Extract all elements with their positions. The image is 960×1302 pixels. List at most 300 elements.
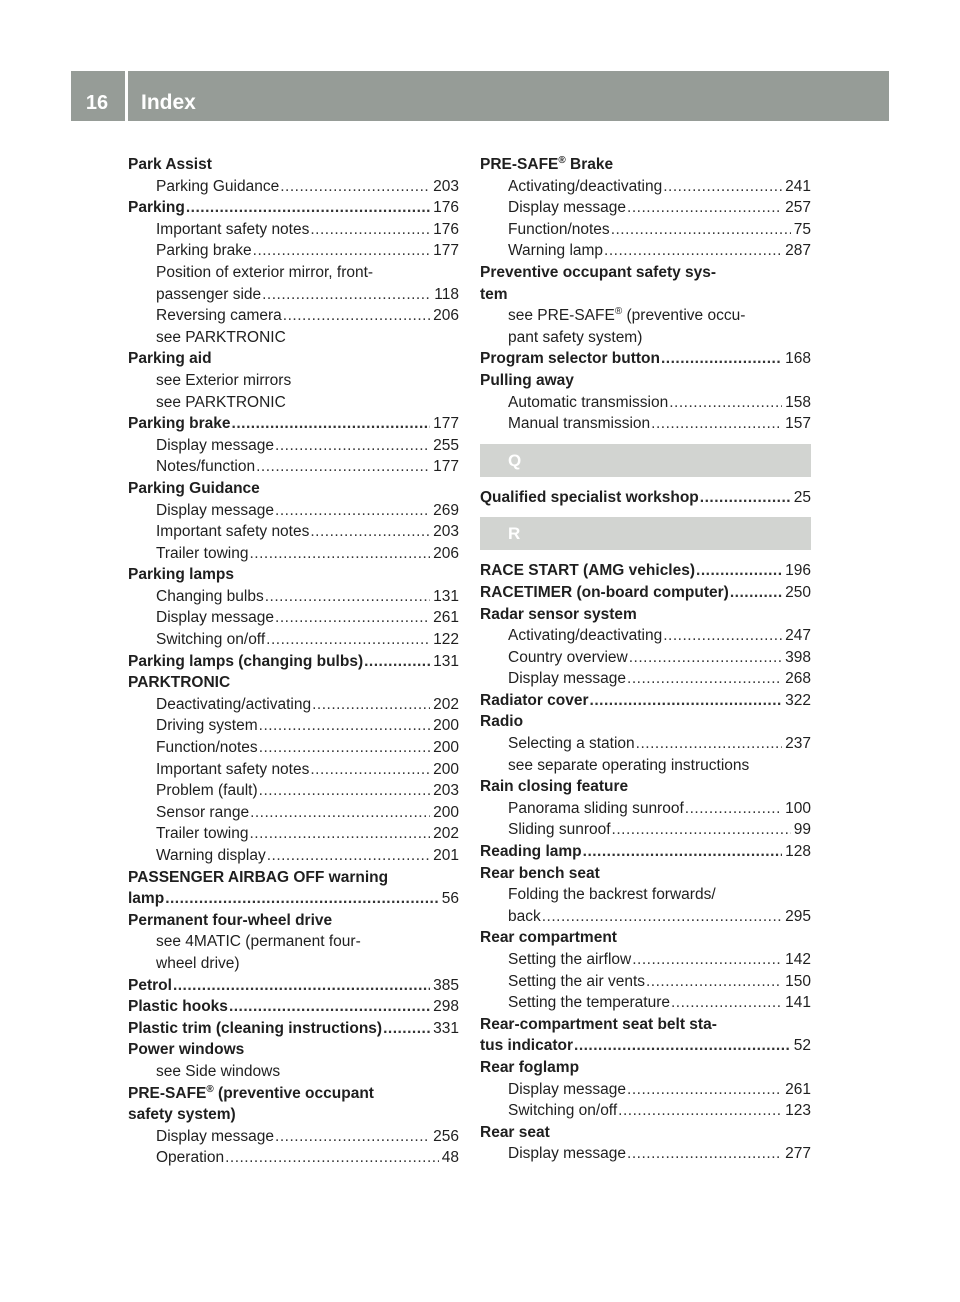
entry-label — [508, 1079, 626, 1101]
entry-label — [156, 1126, 274, 1148]
entry-label — [156, 284, 261, 306]
index-entry — [128, 975, 459, 997]
index-subentry — [128, 262, 459, 284]
page-reference: 322 — [785, 691, 811, 709]
entry-label — [128, 350, 212, 367]
dot-leader — [275, 607, 430, 629]
entry-label — [156, 240, 252, 262]
page-reference: 200 — [433, 717, 459, 735]
entry-label — [156, 845, 266, 867]
index-entry — [128, 1104, 459, 1126]
dot-leader — [627, 197, 782, 219]
page-reference: 331 — [433, 1019, 459, 1037]
entry-label — [480, 865, 600, 882]
index-subentry — [128, 176, 459, 198]
entry-label — [128, 674, 230, 691]
index-entry — [480, 370, 811, 392]
page-reference: 385 — [433, 976, 459, 994]
index-subentry — [128, 284, 459, 306]
index-entry — [128, 197, 459, 219]
page-reference: 277 — [785, 1145, 811, 1163]
dot-leader — [663, 176, 782, 198]
entry-text: Power windows — [128, 1041, 245, 1059]
entry-text: see PARKTRONIC — [156, 393, 286, 411]
page-reference: 177 — [433, 458, 459, 476]
entry-label — [156, 500, 274, 522]
dot-leader — [632, 949, 782, 971]
page-reference: 150 — [785, 972, 811, 990]
page-reference: 142 — [785, 951, 811, 968]
entry-label — [480, 348, 660, 370]
index-entry — [480, 1035, 811, 1057]
index-subentry — [128, 715, 459, 737]
entry-label — [480, 372, 574, 389]
entry-text: Rear-compartment seat belt sta- — [480, 1015, 717, 1033]
entry-label — [128, 566, 234, 583]
index-column-right — [480, 154, 811, 1165]
index-entry — [128, 996, 459, 1018]
dot-leader — [275, 435, 430, 457]
entry-text: Qualified specialist workshop — [480, 488, 699, 506]
index-subentry — [128, 305, 459, 327]
entry-label — [508, 625, 662, 647]
dot-leader — [604, 240, 782, 262]
entry-text: Country overview — [508, 648, 628, 666]
dot-leader — [627, 1143, 782, 1165]
index-subentry — [480, 971, 811, 993]
entry-label — [156, 435, 274, 457]
entry-label — [508, 329, 642, 346]
entry-label — [156, 219, 309, 241]
dot-leader — [700, 487, 791, 509]
page-number: 16 — [85, 92, 109, 114]
index-subentry — [480, 949, 811, 971]
entry-text: Parking aid — [128, 350, 212, 368]
entry-text: Radiator cover — [480, 691, 589, 709]
index-entry — [128, 910, 459, 932]
entry-text: tus indicator — [480, 1037, 574, 1055]
entry-text: Rear bench seat — [480, 864, 600, 882]
index-subentry — [480, 1079, 811, 1101]
entry-text: Preventive occupant safety sys- — [480, 263, 717, 281]
entry-text: Display message — [156, 1127, 275, 1145]
dot-leader — [696, 560, 782, 582]
page-reference: 202 — [433, 695, 459, 713]
page-reference: 131 — [433, 652, 459, 670]
page-reference: 200 — [433, 739, 459, 757]
index-subentry — [480, 1100, 811, 1122]
index-subentry — [480, 647, 811, 669]
index-entry — [480, 487, 811, 509]
page-reference: 203 — [433, 177, 459, 195]
index-subentry — [128, 1061, 459, 1083]
entry-label — [508, 1100, 617, 1122]
entry-label — [156, 586, 264, 608]
entry-label — [508, 949, 631, 971]
index-entry — [128, 154, 459, 176]
page-reference: 247 — [785, 627, 811, 645]
dot-leader — [253, 240, 430, 262]
page-reference: 75 — [793, 220, 811, 238]
entry-label — [128, 1018, 382, 1040]
entry-label — [156, 715, 258, 737]
index-subentry — [480, 625, 811, 647]
dot-leader — [618, 1100, 782, 1122]
entry-label — [156, 264, 373, 281]
entry-text: Parking brake — [156, 242, 252, 260]
entry-text-continued: (preventive occupant — [213, 1084, 374, 1102]
index-subentry — [128, 953, 459, 975]
dot-leader — [310, 759, 430, 781]
entry-text: Rear seat — [480, 1123, 550, 1141]
dot-leader — [225, 1147, 439, 1169]
entry-text: Activating/deactivating — [508, 177, 663, 195]
index-subentry — [480, 392, 811, 414]
page-reference: 177 — [433, 415, 459, 433]
dot-leader — [275, 500, 430, 522]
entry-label — [508, 176, 662, 198]
index-entry — [128, 1083, 459, 1105]
page-reference: 261 — [433, 609, 459, 627]
index-entry — [128, 564, 459, 586]
dot-leader — [256, 456, 430, 478]
entry-label — [480, 560, 695, 582]
page-reference: 268 — [785, 670, 811, 688]
dot-leader — [730, 582, 782, 604]
page-reference: 168 — [785, 350, 811, 368]
entry-text: Display message — [508, 670, 627, 688]
entry-text: RACE START (AMG vehicles) — [480, 562, 696, 580]
entry-text: Setting the temperature — [508, 994, 670, 1012]
entry-label — [156, 629, 265, 651]
index-entry — [480, 154, 811, 176]
page-reference: 25 — [793, 488, 811, 506]
dot-leader — [259, 737, 430, 759]
page-reference: 48 — [441, 1149, 459, 1167]
entry-text: safety system) — [128, 1106, 236, 1124]
page-reference: 200 — [433, 760, 459, 778]
entry-text: Important safety notes — [156, 523, 310, 541]
entry-text: back — [508, 907, 541, 925]
entry-text: see PARKTRONIC — [156, 328, 286, 346]
index-subentry — [480, 1143, 811, 1165]
index-subentry — [128, 1147, 459, 1169]
index-subentry — [128, 845, 459, 867]
page-reference: 200 — [433, 803, 459, 821]
entry-label — [508, 906, 541, 928]
entry-text: Driving system — [156, 717, 258, 735]
dot-leader — [669, 392, 782, 414]
entry-text: Important safety notes — [156, 760, 310, 778]
entry-text: Deactivating/activating — [156, 695, 312, 713]
entry-text: Parking Guidance — [156, 177, 280, 195]
entry-label — [480, 264, 716, 281]
dot-leader — [611, 219, 791, 241]
entry-label — [156, 933, 361, 950]
entry-text: Automatic transmission — [508, 393, 669, 411]
page-reference: 128 — [785, 843, 811, 861]
entry-text: wheel drive) — [156, 954, 240, 972]
entry-text: Display message — [508, 1080, 627, 1098]
index-entry — [128, 413, 459, 435]
entry-label — [128, 975, 172, 997]
entry-label — [480, 487, 699, 509]
dot-leader — [267, 845, 430, 867]
index-entry — [128, 478, 459, 500]
page-reference: 122 — [433, 631, 459, 649]
index-subentry — [480, 413, 811, 435]
entry-text: Radar sensor system — [480, 605, 637, 623]
dot-leader — [364, 651, 430, 673]
dot-leader — [250, 802, 430, 824]
entry-text: Panorama sliding sunroof — [508, 799, 684, 817]
index-subentry — [480, 240, 811, 262]
dot-leader — [275, 1126, 430, 1148]
index-entry — [480, 582, 811, 604]
entry-text: see 4MATIC (permanent four- — [156, 933, 361, 951]
entry-text: see Side windows — [156, 1062, 281, 1080]
entry-text: Warning lamp — [508, 242, 604, 260]
entry-label — [508, 392, 668, 414]
index-subentry — [128, 392, 459, 414]
entry-label — [508, 413, 650, 435]
entry-text: Notes/function — [156, 458, 256, 476]
entry-label — [128, 1106, 236, 1123]
dot-leader — [266, 629, 430, 651]
entry-text: Parking lamps — [128, 566, 234, 584]
index-subentry — [128, 607, 459, 629]
entry-label — [156, 543, 248, 565]
index-subentry — [480, 755, 811, 777]
entry-label — [156, 694, 311, 716]
index-entry — [128, 888, 459, 910]
page-reference: 287 — [785, 242, 811, 260]
entry-text: Selecting a station — [508, 735, 635, 753]
entry-label — [156, 955, 240, 972]
entry-label — [480, 1035, 573, 1057]
entry-label — [128, 651, 363, 673]
index-entry — [480, 841, 811, 863]
dot-leader — [590, 690, 783, 712]
index-entry — [128, 348, 459, 370]
entry-label — [128, 413, 231, 435]
page-reference: 176 — [433, 199, 459, 217]
entry-label — [156, 1147, 224, 1169]
entry-text: Activating/deactivating — [508, 627, 663, 645]
page-reference: 203 — [433, 782, 459, 800]
index-subentry — [128, 737, 459, 759]
entry-text: see Exterior mirrors — [156, 371, 292, 389]
page-reference: 255 — [433, 436, 459, 454]
dot-leader — [259, 780, 430, 802]
index-subentry — [128, 629, 459, 651]
entry-text: Rain closing feature — [480, 778, 629, 796]
dot-leader — [310, 219, 430, 241]
entry-label — [480, 582, 729, 604]
dot-leader — [280, 176, 430, 198]
dot-leader — [383, 1018, 430, 1040]
entry-label — [128, 197, 185, 219]
page-reference: 206 — [433, 307, 459, 325]
index-column-left — [128, 154, 459, 1169]
index-subentry — [128, 931, 459, 953]
entry-text: Function/notes — [508, 220, 610, 238]
entry-text: pant safety system) — [508, 328, 643, 346]
index-entry — [480, 1057, 811, 1079]
entry-text: Operation — [156, 1149, 225, 1167]
entry-label — [156, 456, 255, 478]
dot-leader — [629, 647, 782, 669]
entry-label — [156, 372, 291, 389]
entry-label — [508, 240, 603, 262]
page-reference: 398 — [785, 648, 811, 666]
index-subentry — [480, 668, 811, 690]
page-reference: 257 — [785, 199, 811, 217]
registered-mark: ® — [206, 1083, 214, 1095]
entry-label — [508, 798, 684, 820]
entry-label — [508, 992, 670, 1014]
page-reference: 203 — [433, 523, 459, 541]
dot-leader — [651, 413, 782, 435]
index-entry — [480, 1014, 811, 1036]
entry-label — [508, 757, 749, 774]
entry-text: Trailer towing — [156, 544, 249, 562]
page-reference: 250 — [785, 583, 811, 601]
dot-leader — [229, 996, 430, 1018]
index-subentry — [128, 219, 459, 241]
entry-label — [480, 713, 523, 730]
page-reference: 131 — [433, 587, 459, 605]
page-reference: 256 — [433, 1127, 459, 1145]
index-entry — [480, 604, 811, 626]
entry-text: Sliding sunroof — [508, 821, 611, 839]
entry-text: Folding the backrest forwards/ — [508, 886, 716, 904]
entry-text-continued: (preventive occu- — [622, 307, 746, 325]
entry-text: RACETIMER (on-board computer) — [480, 583, 729, 601]
entry-text: Changing bulbs — [156, 587, 264, 605]
entry-label — [480, 606, 637, 623]
entry-label — [156, 802, 249, 824]
entry-label — [508, 307, 745, 324]
dot-leader — [583, 841, 782, 863]
entry-label — [156, 394, 286, 411]
entry-text: Parking Guidance — [128, 479, 260, 497]
entry-label — [508, 219, 610, 241]
page-reference: 201 — [433, 847, 459, 864]
index-subentry — [128, 327, 459, 349]
index-entry — [480, 927, 811, 949]
entry-label — [508, 197, 626, 219]
entry-label — [480, 778, 628, 795]
entry-text: PRE-SAFE — [480, 156, 559, 173]
page-header — [71, 71, 889, 121]
index-entry — [128, 1039, 459, 1061]
entry-text: Permanent four-wheel drive — [128, 911, 333, 929]
index-subentry — [128, 802, 459, 824]
entry-text: Setting the airflow — [508, 951, 632, 968]
index-subentry — [128, 370, 459, 392]
entry-text: Reversing camera — [156, 307, 282, 325]
index-subentry — [480, 906, 811, 928]
page-reference: 269 — [433, 501, 459, 519]
entry-label — [508, 647, 628, 669]
page-reference: 261 — [785, 1080, 811, 1098]
entry-text: Pulling away — [480, 371, 574, 389]
index-entry — [480, 560, 811, 582]
index-subentry — [480, 733, 811, 755]
entry-text: PASSENGER AIRBAG OFF warning — [128, 868, 389, 886]
entry-label — [508, 886, 716, 903]
entry-text: Problem (fault) — [156, 782, 258, 800]
index-subentry — [480, 884, 811, 906]
dot-leader — [249, 543, 430, 565]
page-reference: 100 — [785, 799, 811, 817]
entry-text: Display message — [508, 199, 627, 217]
entry-label — [508, 971, 645, 993]
entry-label — [128, 888, 164, 910]
index-entry — [480, 284, 811, 306]
page-reference: 177 — [433, 242, 459, 260]
dot-leader — [232, 413, 431, 435]
index-subentry — [128, 456, 459, 478]
entry-text: Setting the air vents — [508, 972, 645, 990]
dot-leader — [663, 625, 782, 647]
dot-leader — [265, 586, 430, 608]
entry-text: Display message — [156, 436, 275, 454]
entry-label — [480, 1016, 717, 1033]
entry-text: Parking lamps (changing bulbs) — [128, 652, 364, 670]
entry-text: Trailer towing — [156, 825, 249, 843]
registered-mark: ® — [614, 306, 623, 318]
index-entry — [128, 1018, 459, 1040]
page-reference: 237 — [785, 735, 811, 753]
entry-text: Position of exterior mirror, front- — [156, 263, 374, 281]
entry-text: tem — [480, 285, 508, 303]
dot-leader — [262, 284, 431, 306]
index-subentry — [480, 176, 811, 198]
registered-mark: ® — [558, 155, 566, 166]
entry-label — [156, 521, 309, 543]
index-subentry — [128, 543, 459, 565]
entry-text: Rear compartment — [480, 929, 617, 947]
page-reference: 118 — [434, 285, 459, 303]
entry-label — [128, 869, 388, 886]
entry-label — [156, 176, 279, 198]
index-subentry — [128, 780, 459, 802]
dot-leader — [542, 906, 782, 928]
dot-leader — [310, 521, 430, 543]
dot-leader — [312, 694, 430, 716]
entry-label — [156, 305, 282, 327]
index-entry — [480, 262, 811, 284]
dot-leader — [574, 1035, 791, 1057]
page-reference: 56 — [441, 890, 459, 908]
index-entry — [128, 651, 459, 673]
entry-label — [128, 912, 332, 929]
index-subentry — [128, 240, 459, 262]
dot-leader — [627, 1079, 782, 1101]
entry-text: Manual transmission — [508, 415, 651, 433]
index-entry — [128, 867, 459, 889]
index-subentry — [128, 823, 459, 845]
page-reference: 176 — [433, 220, 459, 238]
entry-text: see PRE-SAFE — [508, 307, 615, 325]
page-reference: 298 — [433, 998, 459, 1016]
entry-text: Display message — [156, 501, 275, 519]
page-reference: 196 — [785, 562, 811, 580]
entry-text: Parking brake — [128, 415, 231, 433]
dot-leader — [646, 971, 782, 993]
